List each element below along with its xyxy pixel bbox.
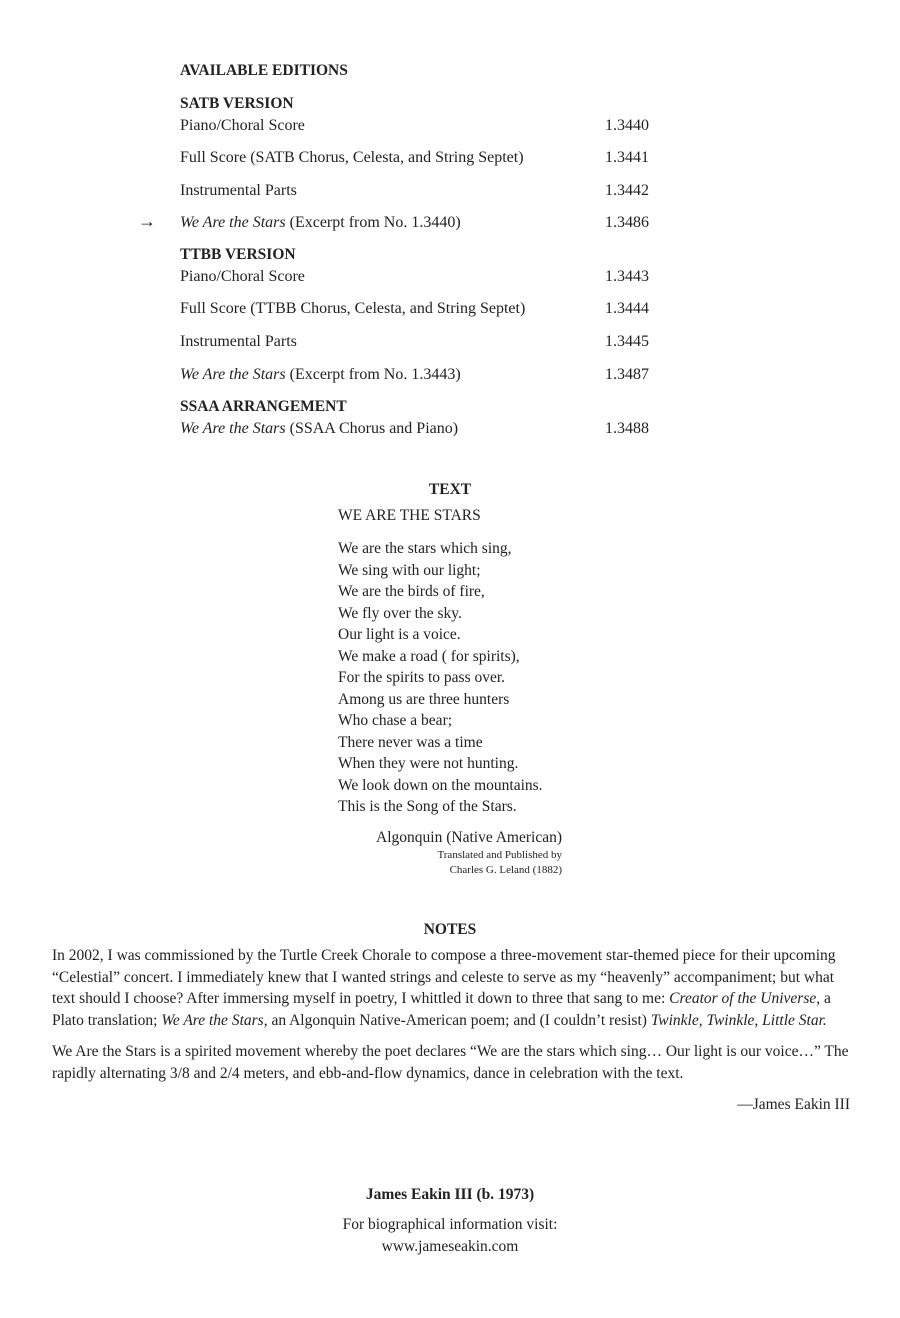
edition-title: Instrumental Parts xyxy=(180,333,297,350)
edition-title: Full Score (TTBB Chorus, Celesta, and String Septet) xyxy=(180,300,526,317)
notes-title-italic: Twinkle, Twinkle, Little Star. xyxy=(650,1011,827,1029)
edition-number: 1.3440 xyxy=(605,117,649,134)
edition-number: 1.3441 xyxy=(605,149,649,166)
poem-line: We make a road ( for spirits), xyxy=(338,647,520,665)
poem-attribution xyxy=(300,828,562,878)
poem-line: For the spirits to pass over. xyxy=(338,669,506,686)
notes-title-italic: We Are the Stars xyxy=(161,1011,264,1029)
notes-heading: NOTES xyxy=(423,921,477,938)
edition-number: 1.3487 xyxy=(605,366,649,383)
poem-line: There never was a time xyxy=(338,733,483,751)
arrow-right-icon: → xyxy=(138,211,156,231)
attribution-translated-by: Translated and Published by xyxy=(437,849,562,861)
poem-line: Who chase a bear; xyxy=(338,712,453,729)
poem-line: This is the Song of the Stars. xyxy=(338,798,517,815)
ttbb-item-piano-choral xyxy=(180,268,650,290)
edition-title xyxy=(180,366,461,384)
satb-heading: SATB VERSION xyxy=(180,95,294,112)
edition-title-rest: (Excerpt from No. 1.3443) xyxy=(285,366,461,383)
notes-text: In 2002, I was commissioned by the Turtle Creek Chorale to compose a three-movement star-themed piece for their upcoming “Celestial” concert. I immediately knew that I wanted strings and celeste to serve as my “heavenly” accompaniment; but what text should I choose? After immersing myself in poetry, I whittled it down to three that sang to me: xyxy=(52,947,836,1007)
edition-title: Piano/Choral Score xyxy=(180,117,305,134)
poem-line: When they were not hunting. xyxy=(338,755,519,772)
ttbb-item-excerpt xyxy=(180,366,650,388)
satb-item-excerpt xyxy=(180,214,650,236)
edition-title-rest: (Excerpt from No. 1.3440) xyxy=(285,214,461,231)
poem-body xyxy=(338,538,543,818)
ssaa-item-chorus-piano xyxy=(180,420,650,442)
poem-line: Among us are three hunters xyxy=(338,690,510,708)
poem-line: We are the birds of fire, xyxy=(338,583,485,600)
edition-number: 1.3442 xyxy=(605,182,649,199)
edition-title xyxy=(180,214,461,232)
edition-title-rest: (SSAA Chorus and Piano) xyxy=(285,420,459,437)
notes-text: , a Plato translation; xyxy=(52,990,831,1029)
edition-title: Full Score (SATB Chorus, Celesta, and String Septet) xyxy=(180,149,524,166)
edition-number: 1.3486 xyxy=(605,214,649,231)
poem-line: We look down on the mountains. xyxy=(338,776,543,794)
edition-number: 1.3445 xyxy=(605,333,649,350)
poem-line: We are the stars which sing, xyxy=(338,540,512,557)
notes-paragraph-2: We Are the Stars is a spirited movement whereby the poet declares “We are the stars which sing… Our light is our voice…” The rapidly alternating 3/8 and 2/4 meters, and ebb-and-flow dynamics, dance in celebration with the text. xyxy=(52,1043,849,1082)
poem-line: We fly over the sky. xyxy=(338,604,462,622)
notes-paragraph-1 xyxy=(52,945,850,1031)
edition-title-italic: We Are the Stars xyxy=(180,420,286,437)
poem-line: We sing with our light; xyxy=(338,561,481,579)
attribution-translator: Charles G. Leland (1882) xyxy=(449,864,562,876)
edition-number: 1.3488 xyxy=(605,420,649,437)
notes-title-italic: Creator of the Universe xyxy=(669,990,817,1007)
attribution-source: Algonquin (Native American) xyxy=(376,829,562,846)
edition-title: Piano/Choral Score xyxy=(180,268,305,285)
satb-item-full-score xyxy=(180,149,650,171)
composer-name: James Eakin III (b. 1973) xyxy=(365,1186,535,1203)
notes-signature: —James Eakin III xyxy=(737,1096,850,1113)
edition-number: 1.3443 xyxy=(605,268,649,285)
ttbb-heading: TTBB VERSION xyxy=(180,246,296,263)
edition-title-italic: We Are the Stars xyxy=(180,214,286,231)
satb-item-instrumental-parts xyxy=(180,182,650,204)
edition-title-italic: We Are the Stars xyxy=(180,366,286,383)
edition-number: 1.3444 xyxy=(605,300,649,317)
ttbb-item-full-score xyxy=(180,300,650,322)
edition-title xyxy=(180,420,458,438)
ttbb-item-instrumental-parts xyxy=(180,333,650,355)
editions-heading: AVAILABLE EDITIONS xyxy=(180,62,348,79)
poem-line: Our light is a voice. xyxy=(338,626,461,643)
edition-title: Instrumental Parts xyxy=(180,182,297,199)
poem-title: WE ARE THE STARS xyxy=(338,507,481,524)
notes-body xyxy=(52,945,850,1116)
composer-website-link[interactable]: www.jameseakin.com xyxy=(381,1238,519,1255)
satb-item-piano-choral xyxy=(180,117,650,139)
composer-bio-line: For biographical information visit: xyxy=(342,1216,558,1233)
text-heading: TEXT xyxy=(428,481,472,498)
ssaa-heading: SSAA ARRANGEMENT xyxy=(180,398,347,415)
notes-text: , an Algonquin Native-American poem; and (I couldn’t resist) xyxy=(263,1011,651,1029)
